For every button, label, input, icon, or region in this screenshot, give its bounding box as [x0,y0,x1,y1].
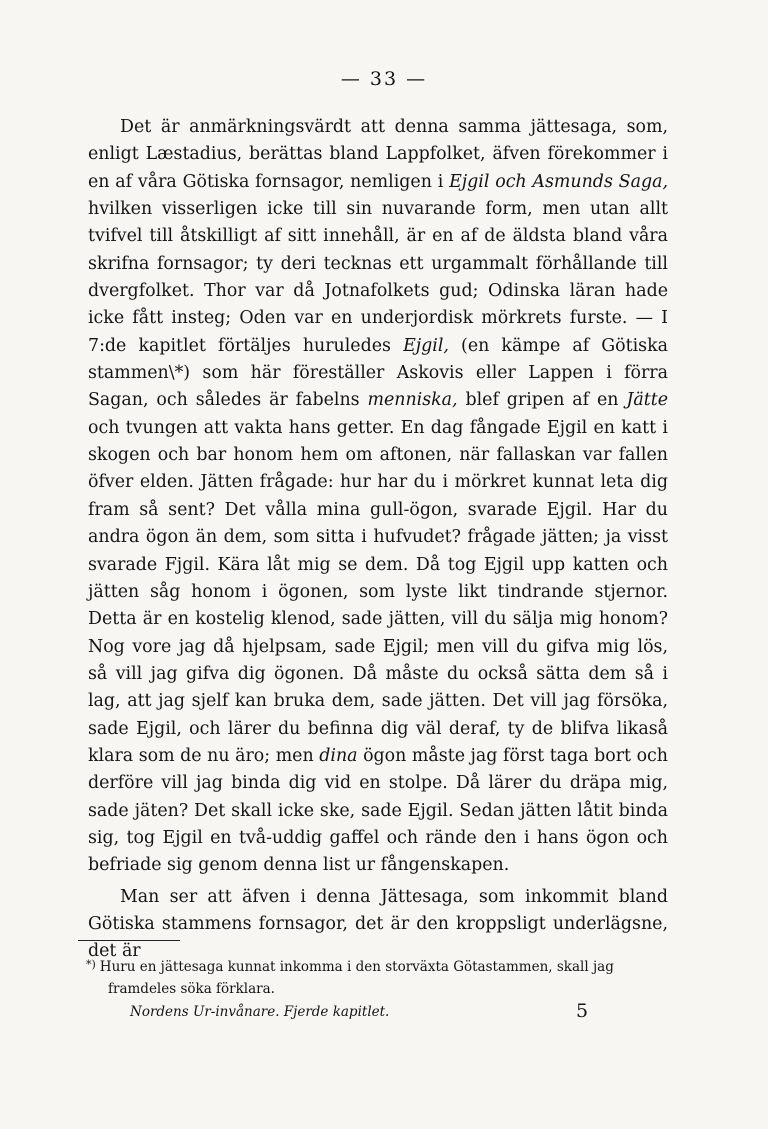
footnote-line [86,954,676,978]
main-text [88,114,668,966]
page-number-header: — 33 — [340,68,428,90]
text-run: (en kämpe af Götiska stammen\*) som här föreställer Askovis eller Lappen i förra Sagan, och således är fabelns [88,335,668,411]
sheet-number: 5 [576,1000,589,1022]
text-run: ögon måste jag först taga bort och derföre vill jag binda dig vid en stolpe. Då lärer du dräpa mig, sade jäten? Det skall icke ske, sade Ejgil. Sedan jätten låtit binda sig, tog Ejgil en två-uddig gaffel och rände den i hans ögon och befriade sig genom denna list ur fångenskapen. [88,745,668,876]
footnote-divider [78,940,180,941]
italic-run: dina [319,745,358,766]
text-run: Det är anmärkningsvärdt att denna samma jättesaga, som, enligt Læstadius, berättas bland Lappfolket, äfven förekommer i en af våra Götiska fornsagor, nemligen i [88,117,668,192]
footnote [86,954,676,1000]
footnote-marker: *) [86,958,96,971]
italic-run: Ejgil och Asmunds Saga, [449,171,668,192]
italic-run: Jätte [626,390,668,411]
paragraph [88,114,668,880]
text-run: hvilken visserligen icke till sin nuvarande form, men utan allt tvifvel till åtskilligt af sitt innehåll, är en af de äldsta bland våra skrifna fornsagor; ty deri tecknas ett urgammalt förhållande till dvergfolket. Thor var då Jotnafolkets gud; Odinska läran hade icke fått insteg; Oden var en underjordisk mörkrets furste. — I 7:de kapitlet förtäljes huruledes [88,199,668,356]
text-run: blef gripen af en [457,390,627,411]
italic-run: menniska, [367,390,458,411]
footnote-continuation: framdeles söka förklara. [108,981,275,997]
italic-run: Ejgil, [403,335,449,356]
text-run: och tvungen att vakta hans getter. En dag fångade Ejgil en katt i skogen och bar honom hem om aftonen, när fallaskan var fallen öfver elden. Jätten frågade: hur har du i mörkret kunnat leta dig fram så sent? Det vålla mina gull-ögon, svarade Ejgil. Har du andra ögon än dem, som sitta i hufvudet? frågade jätten; ja visst svarade Fjgil. Kära låt mig se dem. Då tog Ejgil upp katten och jätten såg honom i ögonen, som lyste likt tindrande stjernor. Detta är en kostelig klenod, sade jätten, vill du sälja mig honom? Nog vore jag då hjelpsam, sade Ejgil; men vill du gifva mig lös, så vill jag gifva dig ögonen. Då måste du också sätta dem så i lag, att jag sjelf kan bruka dem, sade jätten. Det vill jag försöka, sade Ejgil, och lärer du befinna dig väl deraf, ty de blifva likaså klara som de nu äro; men [88,417,668,766]
text-run: Man ser att äfven i denna Jättesaga, som inkommit bland Götiska stammens fornsagor, det är den kroppsligt underlägsne, det är [88,886,668,962]
signature-line: Nordens Ur-invånare. Fjerde kapitlet. [130,1004,390,1020]
footnote-text: Huru en jättesaga kunnat inkomma i den storväxta Götastammen, skall jag [99,959,614,975]
